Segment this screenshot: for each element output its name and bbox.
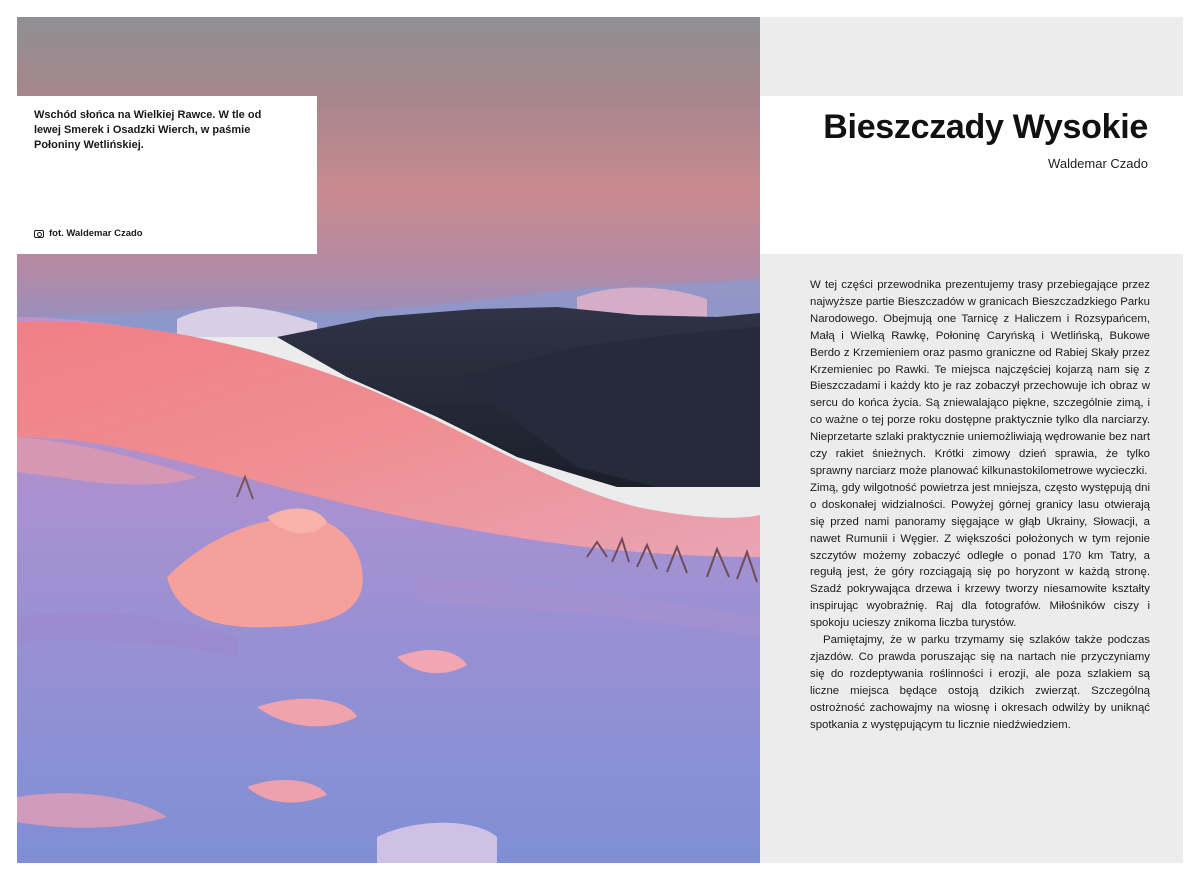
photo-caption xyxy=(17,96,317,254)
magazine-spread xyxy=(17,17,1183,863)
camera-icon xyxy=(34,230,44,238)
article-author: Waldemar Czado xyxy=(1048,156,1148,171)
article-title: Bieszczady Wysokie xyxy=(823,108,1148,146)
credit-text: fot. Waldemar Czado xyxy=(49,228,143,239)
paragraph-2: Zimą, gdy wilgotność powietrza jest mniejsza, często występują dni o doskonałej widzialności. Powyżej górnej granicy lasu otwierają się przed nami panoramy sięgające w głąb Ukrainy, Słowacji, a nawet Rumunii i Węgier. Z większości położonych w tym rejonie szczytów możemy zobaczyć odległe o ponad 170 km Tatry, a regułą jest, że góry rozciągają się po horyzont w każdą stronę. Szadź pokrywająca drzewa i krzewy tworzy niesamowite kształty inspirując wyobraźnię. Raj dla fotografów. Miłośników ciszy i spokoju ucieszy znikoma liczba turystów. xyxy=(810,481,1150,630)
photo-credit xyxy=(34,228,143,239)
paragraph-3: Pamiętajmy, że w parku trzymamy się szlaków także podczas zjazdów. Co prawda poruszając się na nartach nie przyczyniamy się do rozdeptywania roślinności i erozji, ale poza szlakiem są liczne miejsca będące ostoją dzikich zwierząt. Szczególną ostrożność zachowajmy na wiosnę i okresach odwilży by uniknąć spotkania z występującym tu licznie niedźwiedziem. xyxy=(810,634,1150,731)
article-body xyxy=(810,277,1150,733)
caption-text: Wschód słońca na Wielkiej Rawce. W tle od lewej Smerek i Osadzki Wierch, w paśmie Połoniny Wetlińskiej. xyxy=(34,109,262,151)
paragraph-1: W tej części przewodnika prezentujemy trasy przebiegające przez najwyższe partie Bieszczadów w granicach Bieszczadzkiego Parku Narodowego. Obejmują one Tarnicę z Haliczem i Rozsypańcem, Małą i Wielką Rawkę, Połoninę Caryńską i Wetlińską, Bukowe Berdo z Krzemieniem oraz pasmo graniczne od Rabiej Skały przez Krzemieniec po Rawki. Te miejsca najczęściej kojarzą nam się z Bieszczadami i każdy kto je raz zobaczył przechowuje ich obraz w sercu do końca życia. Są zniewalająco piękne, szczególnie zimą, i co ważne o tej porze roku dostępne praktycznie tylko dla narciarzy. Nieprzetarte szlaki praktycznie uniemożliwiają wędrowanie bez nart czy rakiet śnieżnych. Krótki zimowy dzień sprawia, że tylko sprawny narciarz może planować kilkunastokilometrowe wycieczki. xyxy=(810,279,1150,477)
title-box xyxy=(760,96,1183,254)
